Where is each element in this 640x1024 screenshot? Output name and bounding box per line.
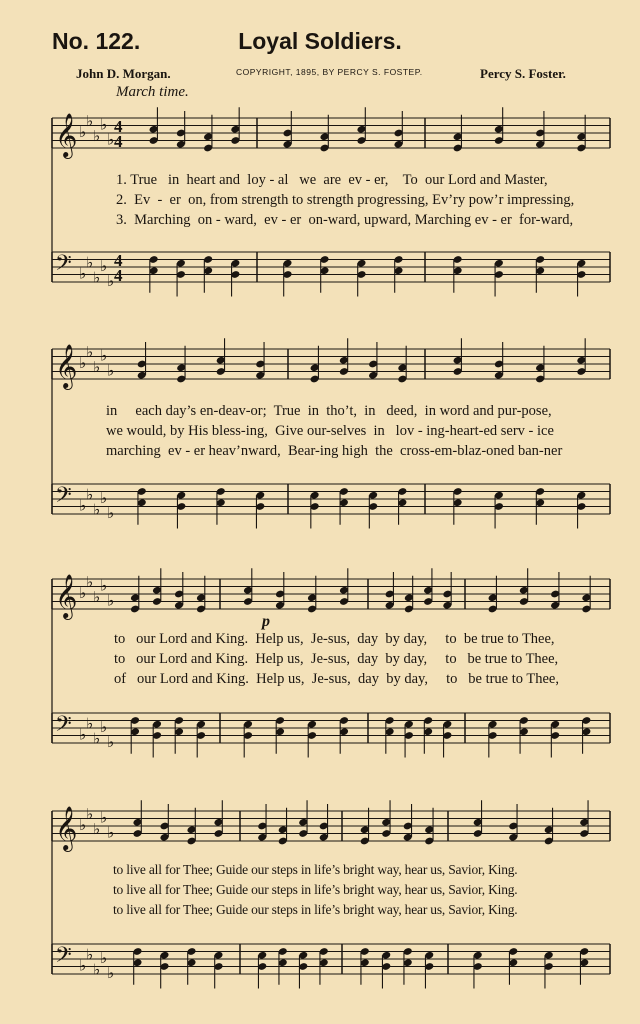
flat-icon: ♭ — [86, 572, 94, 591]
flat-icon: ♭ — [93, 268, 101, 287]
hymn-title: Loyal Soldiers. — [238, 28, 402, 54]
flat-icon: ♭ — [79, 725, 87, 744]
flat-icon: ♭ — [93, 960, 101, 979]
treble-clef-icon: 𝄞 — [55, 806, 78, 850]
flat-icon: ♭ — [107, 591, 115, 610]
flat-icon: ♭ — [100, 346, 108, 365]
flat-icon: ♭ — [107, 361, 115, 380]
flat-icon: ♭ — [100, 718, 108, 736]
flat-icon: ♭ — [86, 945, 94, 964]
time-signature: 4 — [114, 132, 123, 151]
flat-icon: ♭ — [86, 253, 94, 272]
flat-icon: ♭ — [107, 272, 115, 290]
flat-icon: ♭ — [100, 576, 108, 595]
flat-icon: ♭ — [107, 733, 115, 751]
flat-icon: ♭ — [79, 264, 87, 283]
flat-icon: ♭ — [79, 816, 87, 834]
composer-credit: Percy S. Foster. — [480, 66, 566, 81]
flat-icon: ♭ — [100, 949, 108, 967]
flat-icon: ♭ — [100, 257, 108, 275]
flat-icon: ♭ — [93, 819, 101, 838]
time-signature: 4 — [114, 117, 123, 136]
flat-icon: ♭ — [93, 357, 101, 376]
flat-icon: ♭ — [100, 115, 108, 134]
flat-icon: ♭ — [79, 584, 87, 602]
flat-icon: ♭ — [86, 342, 94, 361]
hymn-number: No. 122. — [52, 28, 141, 54]
flat-icon: ♭ — [100, 808, 108, 827]
lyricist-credit: John D. Morgan. — [76, 66, 171, 81]
flat-icon: ♭ — [107, 964, 115, 982]
flat-icon: ♭ — [107, 823, 115, 842]
flat-icon: ♭ — [79, 123, 87, 141]
bass-clef-icon: 𝄢 — [55, 483, 72, 513]
flat-icon: ♭ — [79, 956, 87, 975]
bass-clef-icon: 𝄢 — [55, 251, 72, 281]
flat-icon: ♭ — [107, 504, 115, 522]
copyright-notice: COPYRIGHT, 1895, BY PERCY S. FOSTEP. — [236, 67, 423, 77]
time-signature: 4 — [114, 251, 123, 270]
bass-clef-icon: 𝄢 — [55, 712, 72, 742]
treble-clef-icon: 𝄞 — [55, 344, 78, 388]
bass-clef-icon: 𝄢 — [55, 943, 72, 973]
dynamic-marking: p — [262, 613, 270, 630]
flat-icon: ♭ — [93, 126, 101, 145]
flat-icon: ♭ — [79, 354, 87, 372]
flat-icon: ♭ — [86, 804, 94, 823]
treble-clef-icon: 𝄞 — [55, 574, 78, 618]
flat-icon: ♭ — [93, 729, 101, 748]
tempo-marking: March time. — [116, 84, 189, 100]
flat-icon: ♭ — [107, 130, 115, 149]
flat-icon: ♭ — [79, 496, 87, 515]
flat-icon: ♭ — [86, 485, 94, 504]
flat-icon: ♭ — [93, 500, 101, 519]
time-signature: 4 — [114, 266, 123, 285]
flat-icon: ♭ — [86, 111, 94, 130]
flat-icon: ♭ — [100, 489, 108, 507]
flat-icon: ♭ — [86, 714, 94, 733]
treble-clef-icon: 𝄞 — [55, 113, 78, 157]
flat-icon: ♭ — [93, 587, 101, 606]
